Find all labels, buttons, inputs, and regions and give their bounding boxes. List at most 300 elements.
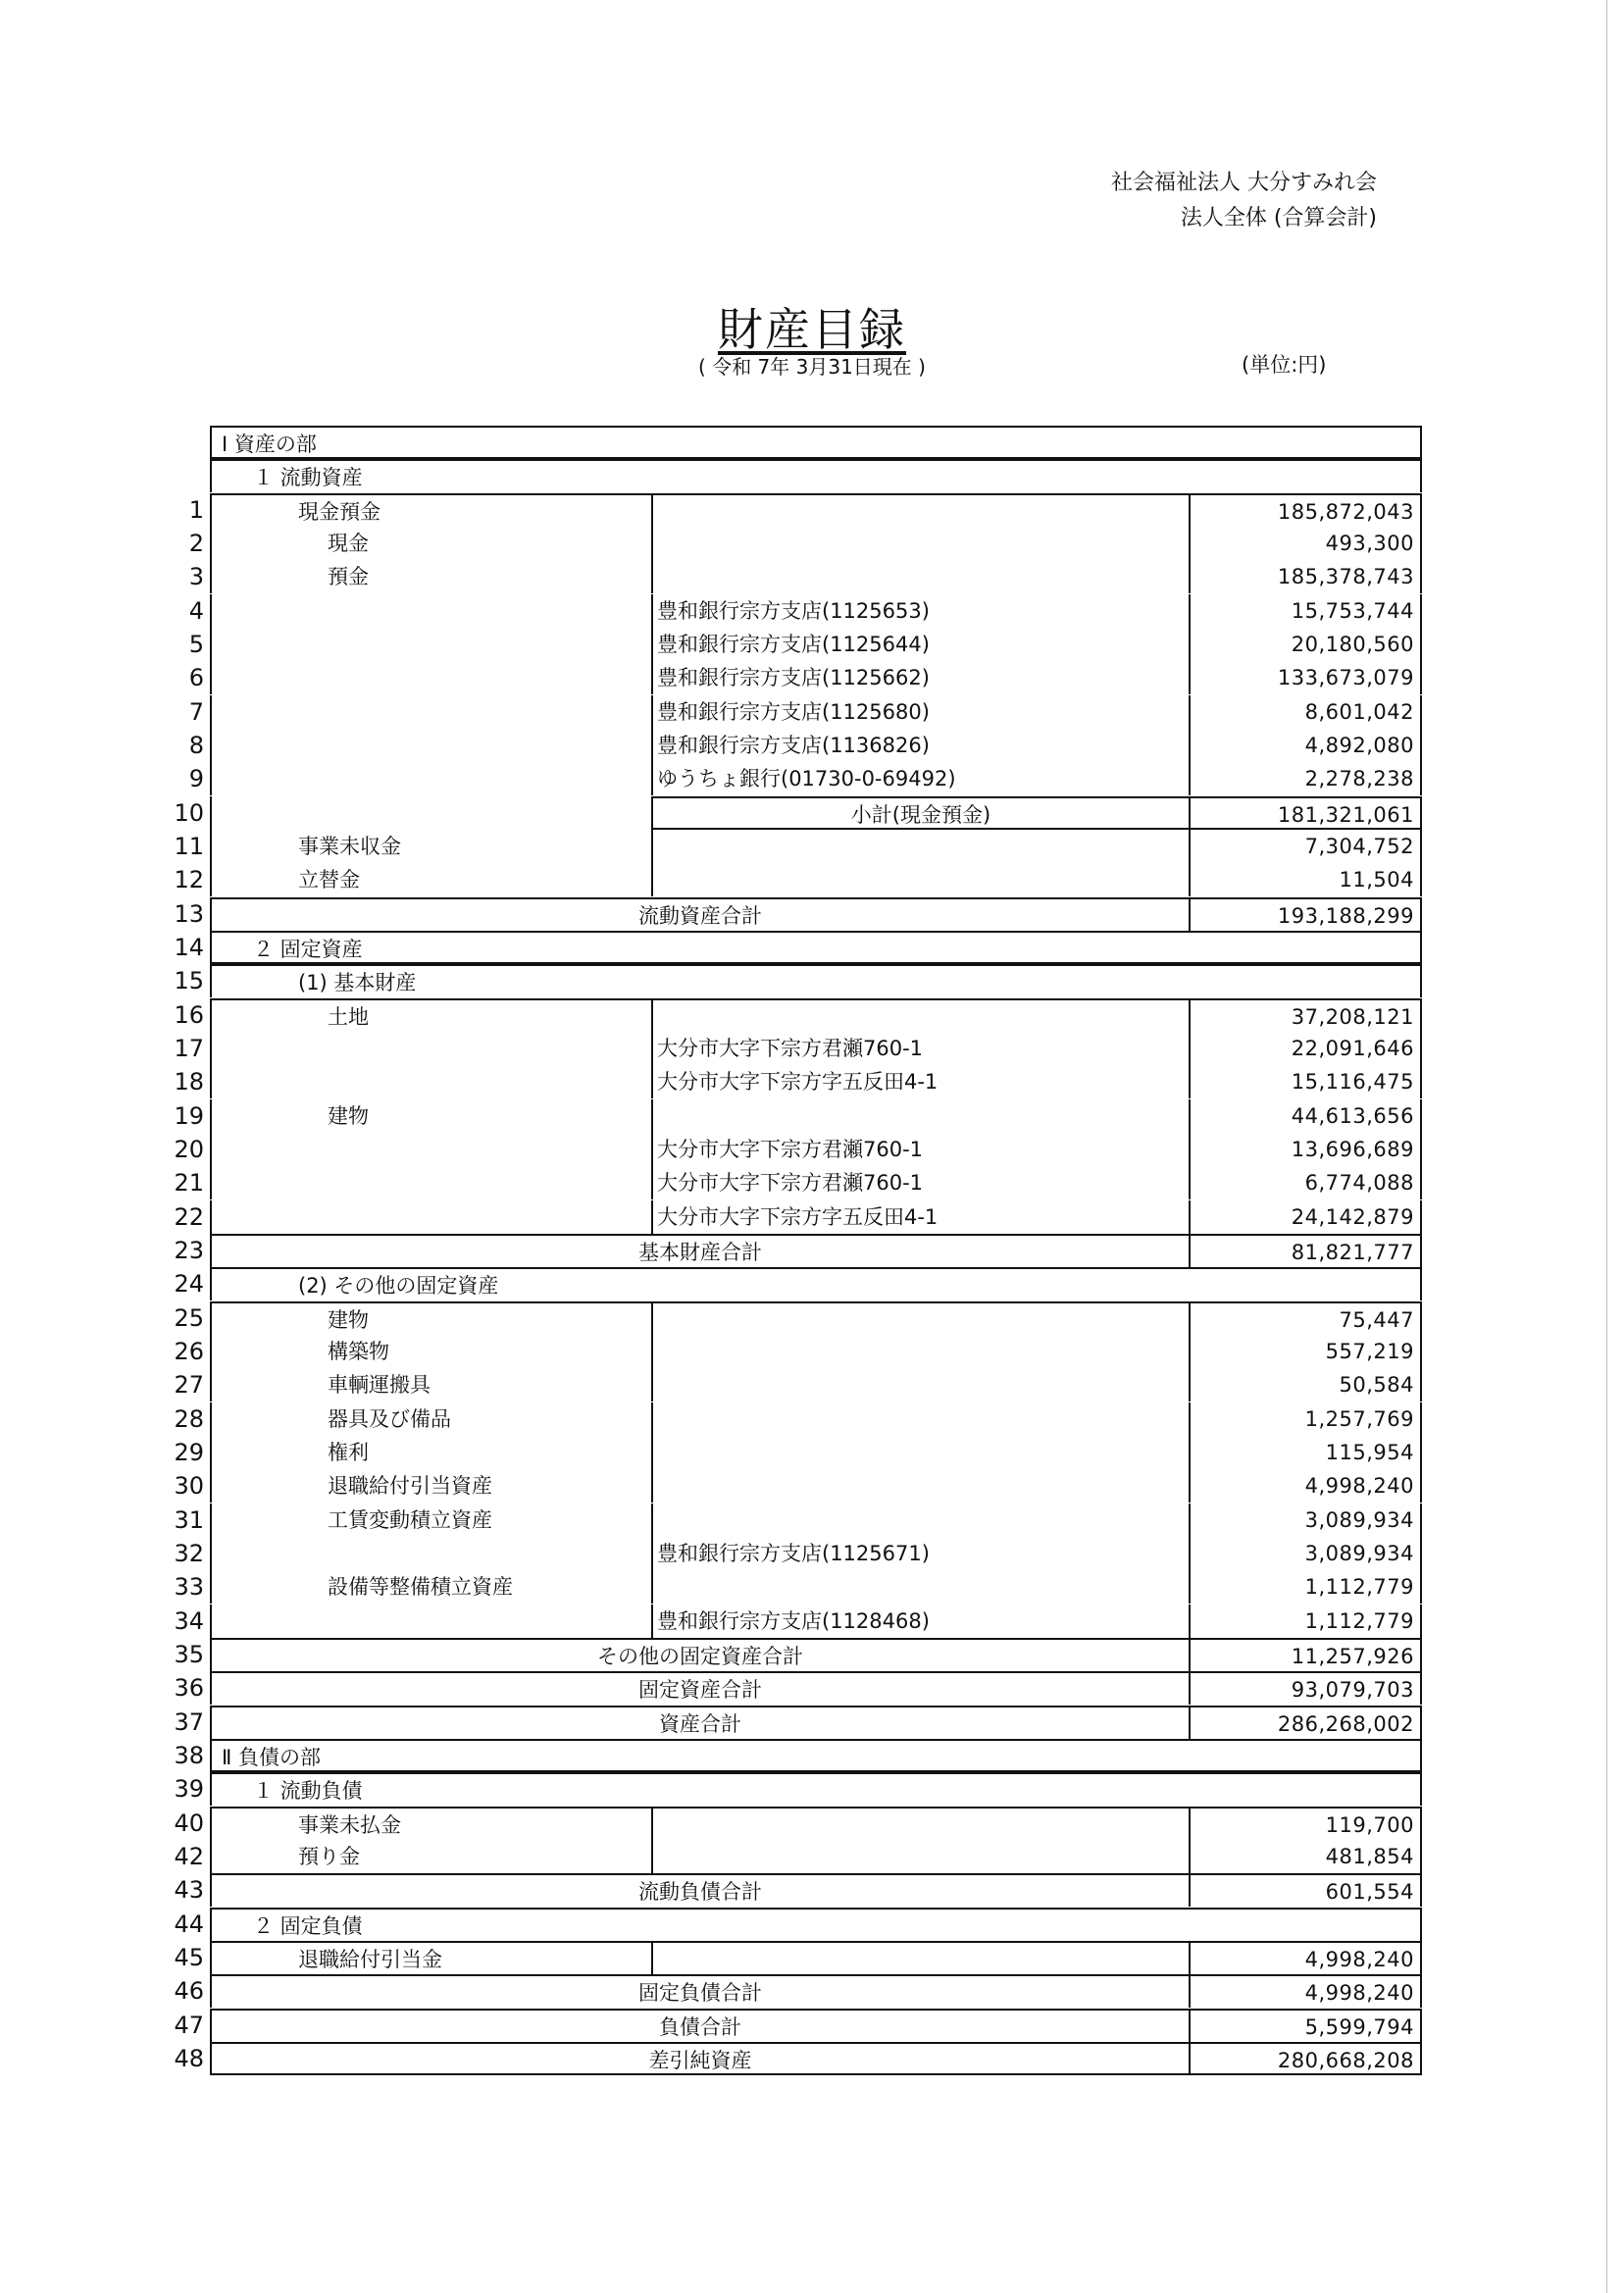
row-number: 3 xyxy=(188,563,204,590)
detail-cell xyxy=(651,1570,1189,1604)
total-amount: 601,554 xyxy=(1325,1880,1414,1904)
total-label: 基本財産合計 xyxy=(638,1241,762,1264)
account-cell xyxy=(210,998,651,1032)
amount-cell xyxy=(1189,628,1422,661)
amount-cell xyxy=(1189,1166,1422,1199)
row-number: 19 xyxy=(174,1102,204,1130)
table-row xyxy=(167,1032,1422,1065)
section-heading-label: (1) 基本財産 xyxy=(298,971,417,994)
detail-cell xyxy=(651,1941,1189,1974)
table-row xyxy=(167,1908,1422,1941)
row-number: 31 xyxy=(174,1506,204,1534)
amount: 3,089,934 xyxy=(1304,1508,1414,1532)
amount: 20,180,560 xyxy=(1291,633,1414,656)
table-row xyxy=(167,527,1422,560)
row-number: 15 xyxy=(174,967,204,994)
section-heading xyxy=(210,931,1422,964)
detail-cell xyxy=(651,560,1189,593)
account-cell xyxy=(210,628,651,661)
account-name: 器具及び備品 xyxy=(328,1407,451,1431)
amount: 185,378,743 xyxy=(1277,565,1414,588)
account-cell xyxy=(210,1402,651,1436)
section-heading xyxy=(210,426,1422,459)
total-amount: 81,821,777 xyxy=(1291,1241,1414,1264)
table-row xyxy=(167,1671,1422,1705)
table-row xyxy=(167,998,1422,1032)
table-row xyxy=(167,1772,1422,1806)
amount-cell xyxy=(1189,1133,1422,1166)
amount-cell xyxy=(1189,1807,1422,1840)
detail-text: 豊和銀行宗方支店(1125671) xyxy=(657,1542,930,1565)
detail-text: 豊和銀行宗方支店(1125644) xyxy=(657,633,930,656)
detail-cell xyxy=(651,1065,1189,1098)
row-number: 1 xyxy=(188,496,204,524)
detail-cell xyxy=(651,1807,1189,1840)
table-row xyxy=(167,1301,1422,1335)
table-row xyxy=(167,1739,1422,1772)
amount: 15,753,744 xyxy=(1291,599,1414,623)
page-title: 財産目録 xyxy=(718,303,906,356)
detail-cell xyxy=(651,1469,1189,1503)
amount-cell xyxy=(1189,1402,1422,1436)
detail-text: 大分市大字下宗方君瀬760-1 xyxy=(657,1171,924,1195)
account-name: 現金預金 xyxy=(298,500,381,524)
table-row xyxy=(167,1402,1422,1436)
detail-cell xyxy=(651,729,1189,762)
row-number: 29 xyxy=(174,1439,204,1466)
account-cell xyxy=(210,729,651,762)
amount: 2,278,238 xyxy=(1304,767,1414,790)
amount: 44,613,656 xyxy=(1291,1104,1414,1128)
table-row xyxy=(167,897,1422,931)
detail-cell xyxy=(651,1166,1189,1199)
subtotal-label: 小計(現金預金) xyxy=(850,803,991,827)
accounting-scope: 法人全体 (合算会計) xyxy=(1180,206,1377,230)
amount: 24,142,879 xyxy=(1291,1205,1414,1229)
detail-text: 豊和銀行宗方支店(1136826) xyxy=(657,734,930,757)
account-cell xyxy=(210,1335,651,1368)
account-cell xyxy=(210,1065,651,1098)
total-label: 負債合計 xyxy=(659,2015,741,2039)
table-row xyxy=(167,964,1422,997)
table-row xyxy=(167,1941,1422,1974)
account-cell xyxy=(210,1032,651,1065)
row-number: 24 xyxy=(174,1270,204,1298)
amount-cell xyxy=(1189,762,1422,795)
table-row xyxy=(167,459,1422,492)
detail-cell xyxy=(651,1335,1189,1368)
table-row xyxy=(167,1873,1422,1907)
table-row xyxy=(167,1605,1422,1638)
total-amount: 286,268,002 xyxy=(1277,1712,1414,1736)
row-number: 10 xyxy=(174,799,204,827)
total-label-cell xyxy=(210,1671,1189,1705)
amount: 185,872,043 xyxy=(1277,500,1414,524)
row-number: 5 xyxy=(188,631,204,658)
amount-cell xyxy=(1189,729,1422,762)
total-label-cell xyxy=(210,1706,1189,1739)
amount: 4,998,240 xyxy=(1304,1474,1414,1498)
row-number: 26 xyxy=(174,1338,204,1365)
account-name: 権利 xyxy=(328,1441,369,1464)
table-row xyxy=(167,1706,1422,1739)
row-number: 6 xyxy=(188,664,204,691)
section-heading-label: Ⅰ 資産の部 xyxy=(222,433,317,456)
total-amount-cell xyxy=(1189,1706,1422,1739)
amount-cell xyxy=(1189,863,1422,896)
total-amount: 193,188,299 xyxy=(1277,904,1414,928)
amount: 115,954 xyxy=(1325,1441,1414,1464)
table-row xyxy=(167,729,1422,762)
account-cell xyxy=(210,1605,651,1638)
amount: 557,219 xyxy=(1325,1340,1414,1363)
account-name: 預金 xyxy=(328,565,369,588)
amount: 119,700 xyxy=(1325,1813,1414,1837)
amount-cell xyxy=(1189,796,1422,830)
table-row xyxy=(167,1335,1422,1368)
detail-cell xyxy=(651,594,1189,628)
row-number: 2 xyxy=(188,530,204,557)
section-heading-label: Ⅱ 負債の部 xyxy=(222,1746,322,1769)
total-label-cell xyxy=(210,1974,1189,2008)
table-row xyxy=(167,796,1422,830)
row-number: 8 xyxy=(188,732,204,759)
table-row xyxy=(167,426,1422,459)
total-label: 固定資産合計 xyxy=(638,1678,762,1702)
detail-cell xyxy=(651,1537,1189,1570)
amount-cell xyxy=(1189,1503,1422,1537)
detail-cell xyxy=(651,1099,1189,1133)
amount: 4,998,240 xyxy=(1304,1948,1414,1971)
total-amount: 4,998,240 xyxy=(1304,1981,1414,2005)
account-name: 建物 xyxy=(328,1308,369,1332)
row-number: 22 xyxy=(174,1203,204,1231)
total-amount-cell xyxy=(1189,2042,1422,2075)
detail-cell xyxy=(651,1840,1189,1873)
account-cell xyxy=(210,1436,651,1469)
detail-text: 大分市大字下宗方字五反田4-1 xyxy=(657,1205,939,1229)
amount-cell xyxy=(1189,1065,1422,1098)
detail-text: 豊和銀行宗方支店(1125680) xyxy=(657,700,930,724)
table-row xyxy=(167,594,1422,628)
total-label: 差引純資産 xyxy=(648,2049,752,2072)
amount-cell xyxy=(1189,1605,1422,1638)
table-row xyxy=(167,1840,1422,1873)
table-row xyxy=(167,1200,1422,1234)
total-amount-cell xyxy=(1189,1873,1422,1907)
table-row xyxy=(167,1638,1422,1671)
amount-cell xyxy=(1189,1840,1422,1873)
total-label-cell xyxy=(210,897,1189,931)
account-cell xyxy=(210,695,651,729)
section-heading-label: (2) その他の固定資産 xyxy=(298,1274,499,1298)
account-name: 事業未収金 xyxy=(298,835,401,858)
total-label: 流動負債合計 xyxy=(638,1880,762,1904)
table-row xyxy=(167,1503,1422,1537)
total-label: 固定負債合計 xyxy=(638,1981,762,2005)
detail-text: 大分市大字下宗方君瀬760-1 xyxy=(657,1037,924,1060)
row-number: 9 xyxy=(188,765,204,792)
amount: 1,112,779 xyxy=(1304,1609,1414,1633)
account-name: 建物 xyxy=(328,1104,369,1128)
detail-cell xyxy=(651,1032,1189,1065)
section-heading-label: ２ 固定負債 xyxy=(253,1914,363,1938)
row-number: 11 xyxy=(174,833,204,860)
account-cell xyxy=(210,863,651,896)
amount-cell xyxy=(1189,661,1422,694)
section-heading xyxy=(210,964,1422,997)
detail-text: 大分市大字下宗方君瀬760-1 xyxy=(657,1138,924,1161)
table-row xyxy=(167,1807,1422,1840)
amount-cell xyxy=(1189,560,1422,593)
row-number: 46 xyxy=(174,1977,204,2005)
total-amount-cell xyxy=(1189,897,1422,931)
amount-cell xyxy=(1189,1941,1422,1974)
detail-cell xyxy=(651,527,1189,560)
detail-cell xyxy=(651,863,1189,896)
table-row xyxy=(167,2009,1422,2042)
section-heading xyxy=(210,1908,1422,1941)
section-heading xyxy=(210,1267,1422,1300)
amount-cell xyxy=(1189,527,1422,560)
table-row xyxy=(167,1166,1422,1199)
table-row xyxy=(167,2042,1422,2075)
table-row xyxy=(167,628,1422,661)
account-cell xyxy=(210,1941,651,1974)
total-label: 流動資産合計 xyxy=(638,904,762,928)
account-cell xyxy=(210,1840,651,1873)
amount-cell xyxy=(1189,1335,1422,1368)
amount-cell xyxy=(1189,1032,1422,1065)
account-cell xyxy=(210,1368,651,1401)
row-number: 27 xyxy=(174,1371,204,1399)
total-label-cell xyxy=(210,1873,1189,1907)
table-row xyxy=(167,493,1422,527)
row-number: 20 xyxy=(174,1136,204,1163)
detail-cell xyxy=(651,1503,1189,1537)
amount: 8,601,042 xyxy=(1304,700,1414,724)
amount: 3,089,934 xyxy=(1304,1542,1414,1565)
detail-cell xyxy=(651,1605,1189,1638)
account-name: 土地 xyxy=(328,1005,369,1029)
account-cell xyxy=(210,1166,651,1199)
row-number: 35 xyxy=(174,1641,204,1668)
row-number: 47 xyxy=(174,2012,204,2039)
row-number: 40 xyxy=(174,1809,204,1837)
account-cell xyxy=(210,1503,651,1537)
detail-cell xyxy=(651,1402,1189,1436)
total-amount: 93,079,703 xyxy=(1291,1678,1414,1702)
table-row xyxy=(167,762,1422,795)
account-cell xyxy=(210,560,651,593)
account-name: 事業未払金 xyxy=(298,1813,401,1837)
row-number: 44 xyxy=(174,1911,204,1938)
total-amount-cell xyxy=(1189,1671,1422,1705)
table-row xyxy=(167,1436,1422,1469)
detail-cell xyxy=(651,493,1189,527)
table-row xyxy=(167,1469,1422,1503)
row-number: 21 xyxy=(174,1169,204,1197)
detail-text: 豊和銀行宗方支店(1128468) xyxy=(657,1609,930,1633)
table-row xyxy=(167,1368,1422,1401)
account-cell xyxy=(210,493,651,527)
amount-cell xyxy=(1189,1301,1422,1335)
table-row xyxy=(167,1234,1422,1267)
row-number: 48 xyxy=(174,2045,204,2072)
amount-cell xyxy=(1189,1099,1422,1133)
row-number: 33 xyxy=(174,1573,204,1601)
total-label-cell xyxy=(210,1234,1189,1267)
section-heading-label: １ 流動負債 xyxy=(253,1779,363,1803)
detail-cell xyxy=(651,1368,1189,1401)
account-name: 退職給付引当資産 xyxy=(328,1474,492,1498)
table-row xyxy=(167,830,1422,863)
account-name: 構築物 xyxy=(328,1340,389,1363)
row-number: 38 xyxy=(174,1742,204,1769)
detail-cell xyxy=(651,628,1189,661)
amount: 481,854 xyxy=(1325,1845,1414,1868)
row-number: 32 xyxy=(174,1540,204,1567)
total-amount-cell xyxy=(1189,2009,1422,2042)
amount: 50,584 xyxy=(1339,1373,1414,1397)
row-number: 13 xyxy=(174,900,204,928)
amount: 75,447 xyxy=(1339,1308,1414,1332)
amount: 133,673,079 xyxy=(1277,666,1414,689)
table-row xyxy=(167,1570,1422,1604)
table-row xyxy=(167,863,1422,896)
table-row xyxy=(167,1537,1422,1570)
account-cell xyxy=(210,527,651,560)
section-heading xyxy=(210,1739,1422,1772)
amount: 37,208,121 xyxy=(1291,1005,1414,1029)
total-label-cell xyxy=(210,2009,1189,2042)
amount-cell xyxy=(1189,1469,1422,1503)
organization-name: 社会福祉法人 大分すみれ会 xyxy=(1111,171,1377,195)
account-cell xyxy=(210,1133,651,1166)
table-row xyxy=(167,931,1422,964)
section-heading xyxy=(210,1772,1422,1806)
account-name: 工賃変動積立資産 xyxy=(328,1508,492,1532)
account-name: 車輌運搬具 xyxy=(328,1373,431,1397)
table-row xyxy=(167,1065,1422,1098)
total-amount: 5,599,794 xyxy=(1304,2015,1414,2039)
row-number: 37 xyxy=(174,1708,204,1736)
amount: 11,504 xyxy=(1339,868,1414,892)
account-name: 現金 xyxy=(328,532,369,555)
scan-edge-line xyxy=(1606,0,1607,2293)
amount-cell xyxy=(1189,1570,1422,1604)
detail-text: ゆうちょ銀行(01730-0-69492) xyxy=(657,767,956,790)
account-cell xyxy=(210,1469,651,1503)
account-cell xyxy=(210,1537,651,1570)
row-number: 42 xyxy=(174,1843,204,1870)
detail-text: 豊和銀行宗方支店(1125662) xyxy=(657,666,930,689)
row-number: 17 xyxy=(174,1035,204,1062)
row-number: 25 xyxy=(174,1304,204,1332)
account-cell xyxy=(210,830,651,863)
row-number: 45 xyxy=(174,1944,204,1971)
row-number: 28 xyxy=(174,1405,204,1433)
account-name: 退職給付引当金 xyxy=(298,1948,442,1971)
amount: 7,304,752 xyxy=(1304,835,1414,858)
total-amount: 11,257,926 xyxy=(1291,1645,1414,1668)
detail-cell xyxy=(651,1436,1189,1469)
amount-cell xyxy=(1189,830,1422,863)
account-name: 預り金 xyxy=(298,1845,360,1868)
total-amount-cell xyxy=(1189,1974,1422,2008)
account-name: 立替金 xyxy=(298,868,360,892)
detail-text: 豊和銀行宗方支店(1125653) xyxy=(657,599,930,623)
detail-cell xyxy=(651,1301,1189,1335)
total-amount: 280,668,208 xyxy=(1277,2049,1414,2072)
total-label: その他の固定資産合計 xyxy=(597,1645,803,1668)
detail-text: 大分市大字下宗方字五反田4-1 xyxy=(657,1070,939,1094)
row-number: 39 xyxy=(174,1775,204,1803)
table-row xyxy=(167,1133,1422,1166)
account-cell xyxy=(210,1099,651,1133)
amount: 4,892,080 xyxy=(1304,734,1414,757)
amount: 1,257,769 xyxy=(1304,1407,1414,1431)
account-cell xyxy=(210,796,651,830)
amount-cell xyxy=(1189,1537,1422,1570)
amount: 6,774,088 xyxy=(1304,1171,1414,1195)
row-number: 30 xyxy=(174,1472,204,1500)
subtotal-cell xyxy=(651,796,1189,830)
account-cell xyxy=(210,1301,651,1335)
amount-cell xyxy=(1189,493,1422,527)
row-number: 34 xyxy=(174,1607,204,1635)
row-number: 7 xyxy=(188,698,204,726)
row-number: 4 xyxy=(188,597,204,625)
amount-cell xyxy=(1189,695,1422,729)
row-number: 36 xyxy=(174,1674,204,1702)
total-label-cell xyxy=(210,1638,1189,1671)
amount: 1,112,779 xyxy=(1304,1575,1414,1599)
row-number: 14 xyxy=(174,934,204,961)
account-cell xyxy=(210,594,651,628)
detail-cell xyxy=(651,661,1189,694)
amount: 22,091,646 xyxy=(1291,1037,1414,1060)
as-of-date: ( 令和 7年 3月31日現在 ) xyxy=(698,355,926,379)
account-cell xyxy=(210,762,651,795)
account-cell xyxy=(210,1570,651,1604)
detail-cell xyxy=(651,695,1189,729)
detail-cell xyxy=(651,1200,1189,1234)
amount: 15,116,475 xyxy=(1291,1070,1414,1094)
section-heading-label: １ 流動資産 xyxy=(253,466,363,489)
amount: 181,321,061 xyxy=(1277,803,1414,827)
amount: 493,300 xyxy=(1325,532,1414,555)
amount-cell xyxy=(1189,1368,1422,1401)
account-cell xyxy=(210,661,651,694)
amount-cell xyxy=(1189,1200,1422,1234)
account-cell xyxy=(210,1200,651,1234)
table-row xyxy=(167,560,1422,593)
amount-cell xyxy=(1189,594,1422,628)
row-number: 12 xyxy=(174,866,204,893)
total-label: 資産合計 xyxy=(659,1712,741,1736)
amount: 13,696,689 xyxy=(1291,1138,1414,1161)
table-row xyxy=(167,661,1422,694)
detail-cell xyxy=(651,1133,1189,1166)
row-number: 43 xyxy=(174,1876,204,1904)
unit-label: (単位:円) xyxy=(1242,353,1327,377)
table-row xyxy=(167,1099,1422,1133)
total-amount-cell xyxy=(1189,1234,1422,1267)
table-row xyxy=(167,1267,1422,1300)
section-heading-label: ２ 固定資産 xyxy=(253,938,363,961)
account-name: 設備等整備積立資産 xyxy=(328,1575,513,1599)
